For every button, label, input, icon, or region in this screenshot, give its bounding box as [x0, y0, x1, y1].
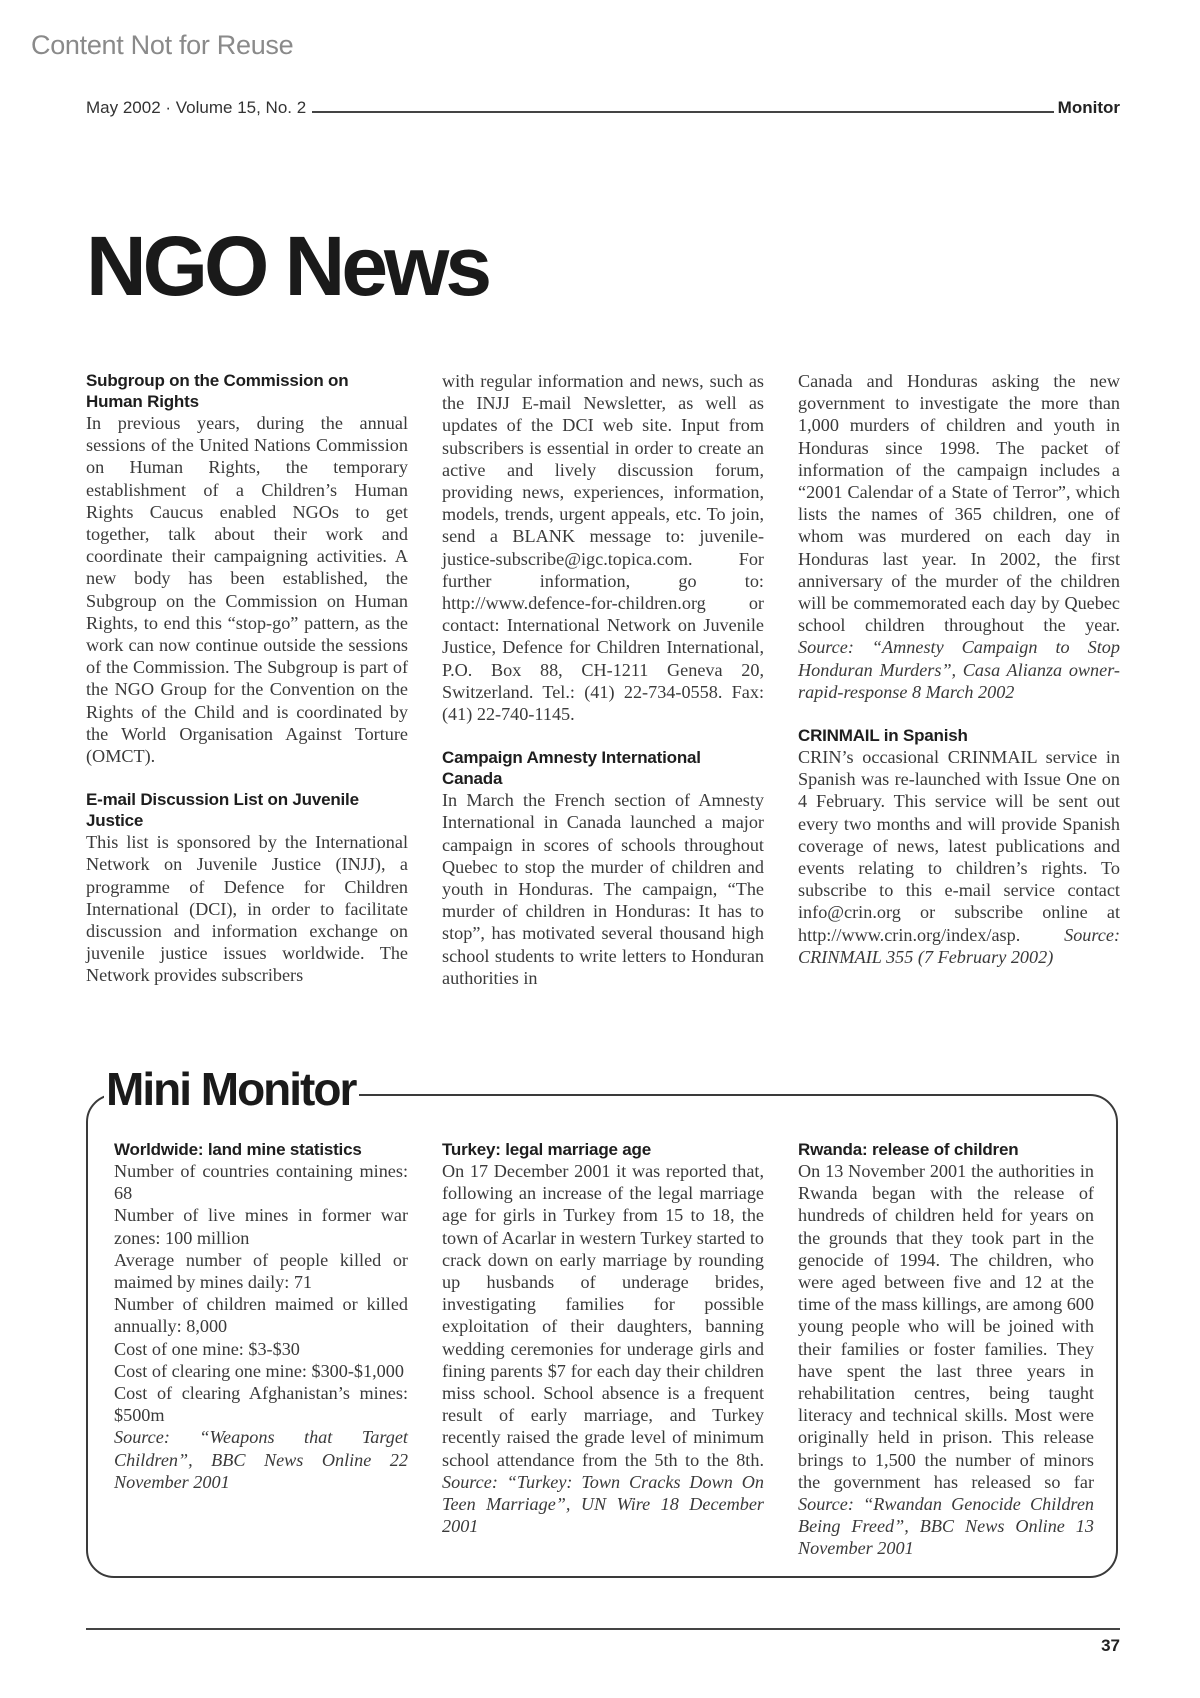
article-source: [114, 1426, 408, 1493]
mini-column-3: [798, 1139, 1094, 1560]
article-body: [798, 746, 1120, 968]
mini-column-2: [442, 1139, 764, 1537]
footer-rule: [86, 1628, 1120, 1630]
mine-stats-list: [114, 1160, 408, 1426]
mini-column-1: [114, 1139, 408, 1493]
article-heading: CRINMAIL in Spanish: [798, 726, 968, 746]
issue-info: May 2002 · Volume 15, No. 2: [86, 98, 307, 117]
stat-item: Cost of clearing one mine: $300-$1,000: [114, 1360, 404, 1381]
article-heading: Rwanda: release of children: [798, 1140, 1019, 1159]
header-rule: [312, 111, 1053, 113]
mini-monitor-title: Mini Monitor: [104, 1066, 359, 1112]
article-source: Source: “Amnesty Campaign to Stop Honduran Murders”, Casa Alianza owner-rapid-response 8 March 2002: [798, 637, 1120, 702]
article-heading: Campaign Amnesty International Canada: [442, 748, 701, 789]
article-source: Source: CRINMAIL 355 (7 February 2002): [798, 924, 1120, 967]
article-body: [442, 1160, 764, 1537]
article-body: In previous years, during the annual sessions of the United Nations Commission on Human Rights, the temporary establishment of a Children’s Human Rights Caucus enabled NGOs to get together, talk about their work and coordinate their campaigning activities. A new body has been established, the Subgroup on the Commission on Human Rights, to end this “stop-go” pattern, as the work can now continue outside the sessions of the Commission. The Subgroup is part of the NGO Group for the Convention on the Rights of the Child and is coordinated by the World Organisation Against Torture (OMCT).: [86, 413, 408, 767]
article-body: [798, 370, 1120, 703]
article-source: Source: “Rwandan Genocide Children Being Freed”, BBC News Online 13 November 2001: [798, 1494, 1094, 1559]
article-body: In March the French section of Amnesty International in Canada launched a major campaign in scores of schools throughout Quebec to stop the murder of children and youth in Honduras. The campaign, “The murder of children in Honduras: It has to stop”, has motivated several thousand high school students to write letters to Honduran authorities in: [442, 790, 764, 988]
article-body-text: CRIN’s occasional CRINMAIL service in Spanish was re-launched with Issue One on 4 February. This service will be sent out every two months and will provide Spanish coverage of news, latest publications and events relating to children’s rights. To subscribe to this e-mail service contact info@crin.org or subscribe online at http://www.crin.org/index/asp.: [798, 747, 1120, 945]
article-body: This list is sponsored by the International Network on Juvenile Justice (INJJ), a programme of Defence for Children International (DCI), in order to facilitate discussion and information exchange on juvenile justice issues worldwide. The Network provides subscribers: [86, 832, 408, 986]
stat-item: Number of children maimed or killed annually: 8,000: [114, 1294, 408, 1337]
page-number: 37: [1101, 1636, 1120, 1655]
article-heading: Subgroup on the Commission on Human Rights: [86, 371, 349, 411]
article-heading: Worldwide: land mine statistics: [114, 1140, 362, 1159]
stat-item: Cost of one mine: $3-$30: [114, 1338, 300, 1359]
stat-item: Number of countries containing mines: 68: [114, 1161, 408, 1204]
article-body-text: On 17 December 2001 it was reported that, following an increase of the legal marriage age for girls in Turkey from 15 to 18, the town of Acarlar in western Turkey started to crack down on early marriage by rounding up husbands of underage brides, investigating families for possible exploitation of their daughters, banning wedding ceremonies for underage girls and fining parents $7 for each day their children miss school. School absence is a frequent result of early marriage, and Turkey recently raised the grade level of minimum school attendance from the 5th to the 8th.: [442, 1161, 764, 1470]
article-body: with regular information and news, such as the INJJ E-mail Newsletter, as well as updates of the DCI web site. Input from subscribers is essential in order to create an active and lively discussion forum, providing news, experiences, information, models, trends, urgent appeals, etc. To join, send a BLANK message to: juvenile-justice-subscribe@igc.topica.com. For further information, go to: http://www.defence-for-children.org or contact: International Network on Juvenile Justice, Defence for Children International, P.O. Box 88, CH-1211 Geneva 20, Switzerland. Tel.: (41) 22-734-0558. Fax: (41) 22-740-1145.: [442, 371, 764, 725]
stat-item: Average number of people killed or maimed by mines daily: 71: [114, 1249, 408, 1293]
watermark: Content Not for Reuse: [31, 30, 294, 60]
article-heading: Turkey: legal marriage age: [442, 1140, 651, 1159]
page-title: NGO News: [86, 219, 489, 314]
article-body: [798, 1160, 1094, 1560]
article-body-text: On 13 November 2001 the authorities in Rwanda began with the release of hundreds of children held for years on the grounds that they took part in the genocide of 1994. The children, who were aged between five and 12 at the time of the mass killings, are among 600 young people who will be joined with their families or foster families. They have spent the last three years in rehabilitation centres, being taught literacy and technical skills. Most were originally held in prison. This release brings to 1,500 the number of minors the government has released so far: [798, 1161, 1094, 1492]
ngo-column-3: [798, 370, 1120, 968]
article-source: Source: “Turkey: Town Cracks Down On Teen Marriage”, UN Wire 18 December 2001: [442, 1471, 764, 1537]
running-head: [86, 96, 1120, 118]
article-body-text: Canada and Honduras asking the new government to investigate the more than 1,000 murders of children and youth in Honduras since 1998. The packet of information of the campaign includes a “2001 Calendar of a State of Terror”, which lists the names of 365 children, one of whom was murdered on each day in Honduras last year. In 2002, the first anniversary of the murder of the children will be commemorated each day by Quebec school children throughout the year.: [798, 371, 1120, 636]
stat-item: Number of live mines in former war zones: 100 million: [114, 1205, 408, 1248]
stat-item: Cost of clearing Afghanistan’s mines: $500m: [114, 1383, 408, 1426]
ngo-column-2: [442, 370, 764, 989]
ngo-column-1: [86, 370, 408, 987]
section-name: Monitor: [1057, 98, 1120, 117]
article-source-text: Source: “Weapons that Target Children”, BBC News Online 22 November 2001: [114, 1427, 408, 1492]
article-heading: E-mail Discussion List on Juvenile Justice: [86, 790, 359, 831]
